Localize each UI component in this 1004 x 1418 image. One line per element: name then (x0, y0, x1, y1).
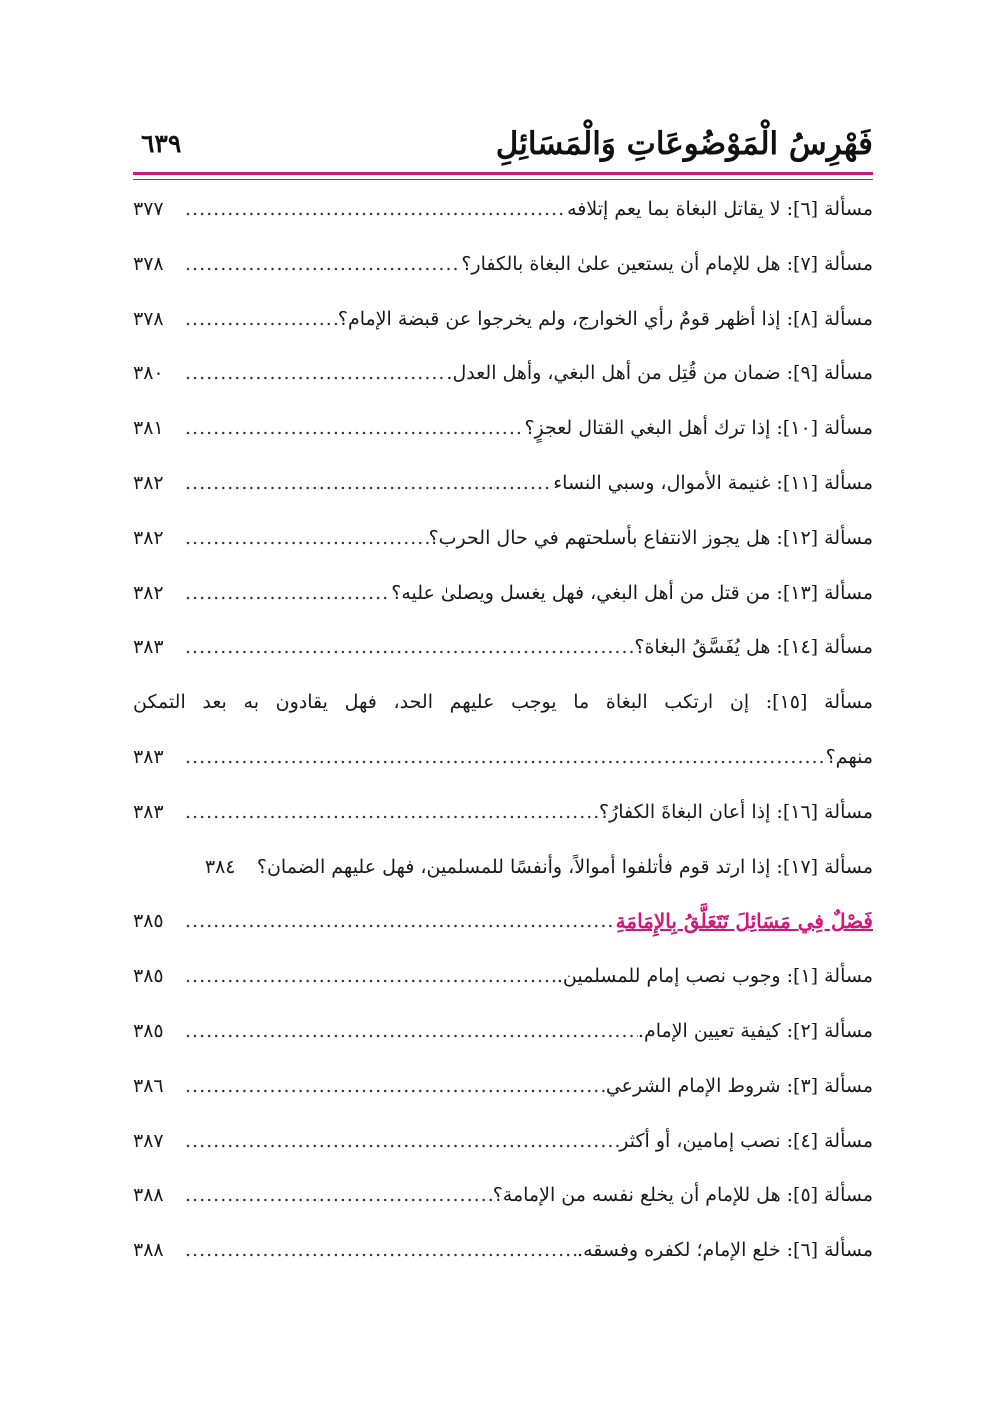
dot-leader (185, 1223, 577, 1278)
toc-entry[interactable] (133, 1114, 873, 1169)
toc-entry-wrapped-second-line[interactable] (133, 730, 873, 785)
toc-entry[interactable] (133, 1223, 873, 1278)
section-heading-title: فَصْلٌ فِي مَسَائِلَ تَتَعَلَّقُ بِالإِمَامَةِ (615, 909, 873, 934)
toc-entry-wrapped-first-line[interactable] (133, 675, 873, 730)
toc-entry-page: ٣٧٧ (133, 198, 164, 220)
toc-entry-page: ٣٨٥ (133, 965, 164, 988)
toc-entry-page: ٣٨٢ (133, 581, 164, 604)
toc-entry-title: مسألة [٥]: هل للإمام أن يخلع نفسه من الإمامة؟ (492, 1184, 873, 1207)
page-header (133, 122, 873, 166)
dot-leader (185, 1004, 638, 1059)
toc-entry-page: ٣٨٣ (133, 636, 164, 659)
header-rule-thin (133, 179, 873, 180)
toc-entry-page: ٣٨٠ (133, 362, 164, 385)
dot-leader (185, 785, 599, 840)
dot-leader (185, 346, 446, 401)
toc-entry-page: ٣٨٥ (133, 910, 164, 933)
dot-leader (185, 182, 567, 237)
toc-entry-title: مسألة [٣]: شروط الإمام الشرعي (605, 1074, 873, 1097)
toc-entry-page: ٣٨٦ (133, 1074, 164, 1097)
toc-entry-title: مسألة [١٧]: إذا ارتد قوم فأتلفوا أموالاً، وأنفسًا للمسلمين، فهل عليهم الضمان؟ (256, 855, 873, 878)
toc-entry[interactable] (133, 292, 873, 347)
toc-entry-title: مسألة [٢]: كيفية تعيين الإمام. (637, 1019, 873, 1042)
toc-entry[interactable] (133, 1059, 873, 1114)
toc-entry[interactable] (133, 1004, 873, 1059)
toc-entry-page: ٣٧٨ (133, 252, 164, 275)
dot-leader (185, 237, 461, 292)
toc-entry-title: مسألة [١٢]: هل يجوز الانتفاع بأسلحتهم في حال الحرب؟ (428, 526, 873, 549)
toc-entry[interactable] (133, 840, 873, 895)
toc-entry-page: ٣٨٥ (133, 1019, 164, 1042)
toc-entry[interactable] (133, 237, 873, 292)
dot-leader (185, 401, 524, 456)
dot-leader (185, 292, 338, 347)
toc-entry-title: مسألة [١١]: غنيمة الأموال، وسبي النساء (553, 471, 873, 494)
dot-leader (185, 730, 826, 785)
dot-leader (185, 1059, 606, 1114)
toc-entry-page: ٣٨١ (133, 417, 164, 440)
dot-leader (185, 1114, 619, 1169)
dot-leader (185, 620, 634, 675)
toc-entry-title: مسألة [٤]: نصب إمامين، أو أكثر (619, 1129, 873, 1152)
toc-entry-page: ٣٨٢ (133, 471, 164, 494)
page (133, 0, 873, 1418)
toc-entry-title: مسألة [١٣]: من قتل من أهل البغي، فهل يغسل ويصلىٰ عليه؟ (391, 581, 873, 604)
toc-entry[interactable] (133, 511, 873, 566)
toc-entry[interactable] (133, 566, 873, 621)
toc-entry-title: مسألة [٨]: إذا أظهر قومٌ رأي الخوارج، ولم يخرجوا عن قبضة الإمام؟ (337, 307, 873, 330)
toc-entry[interactable] (133, 949, 873, 1004)
toc-entry[interactable] (133, 456, 873, 511)
toc-entry[interactable] (133, 401, 873, 456)
toc-entry-page: ٣٧٨ (133, 307, 164, 330)
dot-leader (185, 949, 557, 1004)
dot-leader (185, 894, 616, 949)
toc-entry-title: مسألة [١]: وجوب نصب إمام للمسلمين. (556, 965, 873, 988)
toc-entry[interactable] (133, 785, 873, 840)
toc-entry[interactable] (133, 620, 873, 675)
table-of-contents (133, 182, 873, 1278)
running-title: فَهْرِسُ الْمَوْضُوعَاتِ وَالْمَسَائِلِ (495, 126, 873, 162)
toc-entry-title: مسألة [٦]: خلع الإمام؛ لكفره وفسقه. (577, 1239, 873, 1262)
toc-entry[interactable] (133, 346, 873, 401)
dot-leader (185, 566, 391, 621)
dot-leader (185, 456, 553, 511)
toc-entry[interactable] (133, 182, 873, 237)
page-number: ٦٣٩ (141, 129, 182, 158)
toc-section-heading[interactable] (133, 894, 873, 949)
toc-entry-page: ٣٨٣ (133, 800, 164, 823)
toc-entry-page: ٣٨٧ (133, 1129, 164, 1152)
toc-entry-page: ٣٨٢ (133, 526, 164, 549)
dot-leader (185, 511, 429, 566)
toc-entry-title: مسألة [١٠]: إذا ترك أهل البغي القتال لعجزٍ؟ (524, 417, 873, 440)
toc-entry[interactable] (133, 1168, 873, 1223)
toc-entry-title: مسألة [١٤]: هل يُفَسَّقُ البغاة؟ (634, 636, 873, 659)
header-rule-thick (133, 172, 873, 175)
toc-entry-title: مسألة [٧]: هل للإمام أن يستعين علىٰ البغاة بالكفار؟ (461, 252, 873, 275)
toc-entry-title-continuation: منهم؟ (825, 745, 873, 768)
dot-leader (185, 1168, 493, 1223)
toc-entry-title: مسألة [٩]: ضمان من قُتِل من أهل البغي، وأهل العدل. (446, 362, 873, 385)
toc-entry-title: مسألة [٦]: لا يقاتل البغاة بما يعم إتلافه (567, 198, 873, 220)
toc-entry-page: ٣٨٣ (133, 745, 164, 768)
toc-entry-title: مسألة [١٥]: إن ارتكب البغاة ما يوجب عليهم الحد، فهل يقادون به بعد التمكن (133, 691, 873, 714)
toc-entry-page: ٣٨٨ (133, 1184, 164, 1207)
toc-entry-title: مسألة [١٦]: إذا أعان البغاةَ الكفارُ؟ (598, 800, 873, 823)
toc-entry-page: ٣٨٨ (133, 1239, 164, 1262)
toc-entry-page: ٣٨٤ (204, 855, 236, 878)
